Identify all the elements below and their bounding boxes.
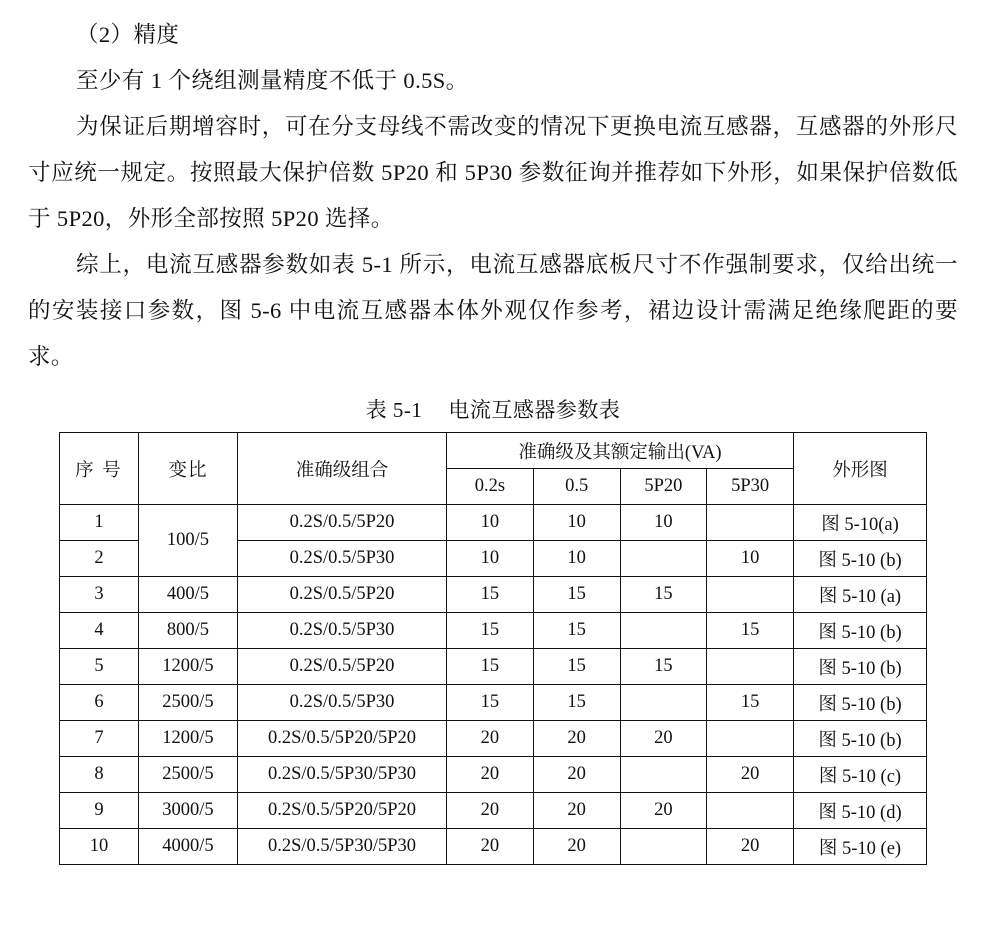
ct-parameter-table (59, 432, 927, 865)
cell-output-02s: 10 (447, 541, 534, 577)
cell-output-05: 15 (533, 685, 620, 721)
cell-seq: 1 (60, 505, 139, 541)
cell-output-05: 20 (533, 757, 620, 793)
cell-shape-drawing: 图 5-10 (d) (794, 793, 927, 829)
cell-output-5p30 (707, 649, 794, 685)
header-sub-02s: 0.2s (447, 469, 534, 505)
cell-output-5p30 (707, 721, 794, 757)
cell-accuracy-combination: 0.2S/0.5/5P30 (238, 685, 447, 721)
cell-output-5p30: 10 (707, 541, 794, 577)
cell-ratio: 2500/5 (139, 757, 238, 793)
table-row (60, 757, 927, 793)
cell-shape-drawing: 图 5-10 (b) (794, 649, 927, 685)
table-body (60, 505, 927, 865)
cell-ratio: 1200/5 (139, 721, 238, 757)
cell-seq: 4 (60, 613, 139, 649)
cell-output-5p30 (707, 505, 794, 541)
cell-shape-drawing: 图 5-10 (b) (794, 613, 927, 649)
paragraph-1: 至少有 1 个绕组测量精度不低于 0.5S。 (76, 68, 469, 93)
table-row (60, 685, 927, 721)
header-sub-5p30: 5P30 (707, 469, 794, 505)
table-caption-number: 表 5-1 (365, 398, 423, 422)
cell-accuracy-combination: 0.2S/0.5/5P30/5P30 (238, 757, 447, 793)
cell-ratio: 2500/5 (139, 685, 238, 721)
cell-output-5p30: 20 (707, 757, 794, 793)
cell-output-5p20 (620, 613, 707, 649)
cell-shape-drawing: 图 5-10(a) (794, 505, 927, 541)
cell-output-05: 20 (533, 829, 620, 865)
cell-output-05: 20 (533, 793, 620, 829)
cell-output-5p20 (620, 829, 707, 865)
cell-ratio: 400/5 (139, 577, 238, 613)
cell-output-02s: 15 (447, 613, 534, 649)
cell-output-5p20 (620, 541, 707, 577)
cell-accuracy-combination: 0.2S/0.5/5P20/5P20 (238, 721, 447, 757)
cell-seq: 7 (60, 721, 139, 757)
cell-shape-drawing: 图 5-10 (b) (794, 541, 927, 577)
paragraph-2: 为保证后期增容时，可在分支母线不需改变的情况下更换电流互感器，互感器的外形尺寸应统一规定。按照最大保护倍数 5P20 和 5P30 参数征询并推荐如下外形，如果保护倍数低于 5P20，外形全部按照 5P20 选择。 (28, 114, 958, 231)
table-row (60, 721, 927, 757)
cell-seq: 10 (60, 829, 139, 865)
cell-seq: 9 (60, 793, 139, 829)
cell-output-02s: 20 (447, 793, 534, 829)
table-caption-title: 电流互感器参数表 (448, 398, 621, 422)
table-row (60, 577, 927, 613)
cell-shape-drawing: 图 5-10 (c) (794, 757, 927, 793)
header-accuracy-combination: 准确级组合 (238, 433, 447, 505)
cell-output-5p20: 15 (620, 649, 707, 685)
cell-output-5p20: 20 (620, 721, 707, 757)
section-heading: （2）精度 (76, 22, 180, 47)
cell-output-02s: 15 (447, 577, 534, 613)
header-ratio: 变比 (139, 433, 238, 505)
cell-output-5p30 (707, 577, 794, 613)
table-row (60, 613, 927, 649)
cell-accuracy-combination: 0.2S/0.5/5P30 (238, 541, 447, 577)
cell-output-5p30: 15 (707, 685, 794, 721)
cell-shape-drawing: 图 5-10 (e) (794, 829, 927, 865)
cell-accuracy-combination: 0.2S/0.5/5P20/5P20 (238, 793, 447, 829)
cell-output-02s: 15 (447, 685, 534, 721)
table-row (60, 505, 927, 541)
header-sub-05: 0.5 (533, 469, 620, 505)
table-row (60, 793, 927, 829)
cell-seq: 3 (60, 577, 139, 613)
cell-output-05: 10 (533, 505, 620, 541)
cell-output-5p30: 20 (707, 829, 794, 865)
paragraph-3: 综上，电流互感器参数如表 5-1 所示，电流互感器底板尺寸不作强制要求，仅给出统一的安装接口参数，图 5-6 中电流互感器本体外观仅作参考，裙边设计需满足绝缘爬距的要求。 (28, 252, 958, 369)
cell-output-02s: 20 (447, 757, 534, 793)
cell-shape-drawing: 图 5-10 (b) (794, 721, 927, 757)
cell-ratio: 800/5 (139, 613, 238, 649)
cell-output-5p20: 10 (620, 505, 707, 541)
cell-output-5p30: 15 (707, 613, 794, 649)
cell-seq: 5 (60, 649, 139, 685)
cell-output-05: 15 (533, 613, 620, 649)
cell-seq: 6 (60, 685, 139, 721)
cell-shape-drawing: 图 5-10 (b) (794, 685, 927, 721)
header-shape-drawing: 外形图 (794, 433, 927, 505)
cell-shape-drawing: 图 5-10 (a) (794, 577, 927, 613)
cell-output-5p20: 20 (620, 793, 707, 829)
header-sub-5p20: 5P20 (620, 469, 707, 505)
cell-output-05: 15 (533, 649, 620, 685)
cell-seq: 8 (60, 757, 139, 793)
cell-output-5p30 (707, 793, 794, 829)
table-row (60, 649, 927, 685)
cell-output-02s: 10 (447, 505, 534, 541)
cell-ratio: 100/5 (139, 505, 238, 577)
cell-accuracy-combination: 0.2S/0.5/5P20 (238, 649, 447, 685)
table-row (60, 829, 927, 865)
cell-output-05: 15 (533, 577, 620, 613)
table-caption (28, 394, 958, 424)
cell-ratio: 4000/5 (139, 829, 238, 865)
cell-seq: 2 (60, 541, 139, 577)
cell-output-5p20: 15 (620, 577, 707, 613)
cell-output-05: 20 (533, 721, 620, 757)
cell-ratio: 3000/5 (139, 793, 238, 829)
cell-output-02s: 20 (447, 721, 534, 757)
cell-accuracy-combination: 0.2S/0.5/5P30/5P30 (238, 829, 447, 865)
cell-output-5p20 (620, 685, 707, 721)
header-seq: 序 号 (60, 433, 139, 505)
cell-output-02s: 15 (447, 649, 534, 685)
cell-output-5p20 (620, 757, 707, 793)
cell-accuracy-combination: 0.2S/0.5/5P30 (238, 613, 447, 649)
table-header (60, 433, 927, 505)
cell-accuracy-combination: 0.2S/0.5/5P20 (238, 577, 447, 613)
cell-output-02s: 20 (447, 829, 534, 865)
header-accuracy-group: 准确级及其额定输出(VA) (447, 433, 794, 469)
cell-output-05: 10 (533, 541, 620, 577)
cell-accuracy-combination: 0.2S/0.5/5P20 (238, 505, 447, 541)
cell-ratio: 1200/5 (139, 649, 238, 685)
